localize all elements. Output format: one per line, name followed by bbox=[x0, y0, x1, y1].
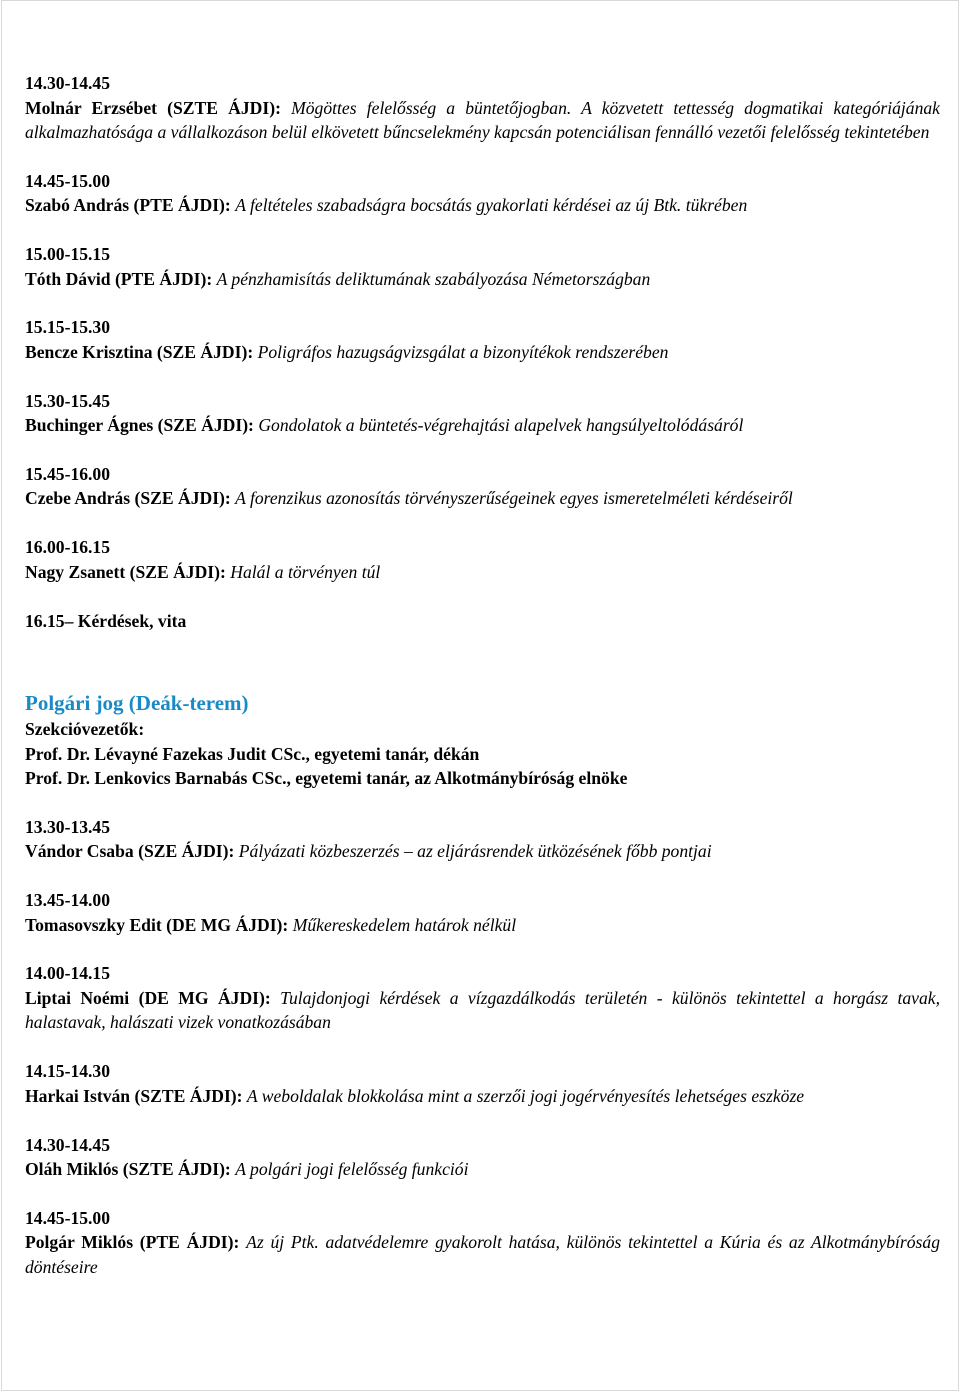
session-speaker: Tomasovszky Edit (DE MG ÁJDI): bbox=[25, 914, 289, 935]
session-time: 14.15-14.30 bbox=[25, 1061, 111, 1082]
session-entry bbox=[25, 1133, 940, 1182]
program-content bbox=[25, 71, 940, 1304]
session-time: 14.45-15.00 bbox=[25, 170, 111, 191]
session-speaker: Szabó András (PTE ÁJDI): bbox=[25, 195, 231, 216]
session-title: Műkereskedelem határok nélkül bbox=[292, 914, 517, 935]
civil-law-sessions bbox=[25, 815, 940, 1279]
session-speaker: Harkai István (SZTE ÁJDI): bbox=[25, 1085, 243, 1106]
session-speaker: Liptai Noémi (DE MG ÁJDI): bbox=[25, 987, 271, 1008]
session-time: 14.30-14.45 bbox=[25, 73, 111, 93]
session-title: Gondolatok a büntetés-végrehajtási alapelvek hangsúlyeltolódásáról bbox=[258, 415, 744, 436]
session-title: Poligráfos hazugságvizsgálat a bizonyítékok rendszerében bbox=[257, 341, 669, 362]
section-heading: Polgári jog (Deák-terem) bbox=[25, 691, 249, 716]
session-entry bbox=[25, 389, 940, 438]
session-speaker: Molnár Erzsébet (SZTE ÁJDI): bbox=[25, 97, 281, 118]
session-entry bbox=[25, 961, 940, 1035]
session-entry bbox=[25, 815, 940, 864]
session-speaker: Oláh Miklós (SZTE ÁJDI): bbox=[25, 1159, 231, 1180]
session-time: 14.30-14.45 bbox=[25, 1134, 111, 1155]
session-title: Pályázati közbeszerzés – az eljárásrendek ütközésének főbb pontjai bbox=[238, 841, 712, 862]
session-speaker: Nagy Zsanett (SZE ÁJDI): bbox=[25, 561, 226, 582]
session-entry bbox=[25, 1059, 940, 1108]
session-speaker: Tóth Dávid (PTE ÁJDI): bbox=[25, 268, 213, 289]
session-time: 15.15-15.30 bbox=[25, 317, 111, 338]
session-speaker: Polgár Miklós (PTE ÁJDI): bbox=[25, 1232, 240, 1253]
session-time: 16.00-16.15 bbox=[25, 537, 111, 558]
closing-discussion: 16.15– Kérdések, vita bbox=[25, 610, 187, 631]
session-time: 13.45-14.00 bbox=[25, 890, 111, 911]
session-time: 15.00-15.15 bbox=[25, 244, 111, 265]
session-time: 14.45-15.00 bbox=[25, 1207, 111, 1228]
session-entry bbox=[25, 535, 940, 584]
chairs-label: Szekcióvezetők: bbox=[25, 719, 145, 740]
session-time: 13.30-13.45 bbox=[25, 816, 111, 837]
session-title: Mögöttes felelősség a büntetőjogban. A közvetett tettesség dogmatikai kategóriájának alkalmazhatósága a vállalkozáson belül elkövetett bűncselekmény kapcsán potenciálisan fennálló vezetői felelősség tekintetében bbox=[25, 97, 940, 142]
chair-person: Prof. Dr. Lenkovics Barnabás CSc., egyetemi tanár, az Alkotmánybíróság elnöke bbox=[25, 768, 628, 789]
document-page bbox=[1, 0, 959, 1391]
chair-person: Prof. Dr. Lévayné Fazekas Judit CSc., egyetemi tanár, dékán bbox=[25, 743, 480, 764]
session-entry bbox=[25, 71, 940, 145]
session-speaker: Bencze Krisztina (SZE ÁJDI): bbox=[25, 341, 254, 362]
session-time: 14.00-14.15 bbox=[25, 963, 111, 984]
session-time: 15.45-16.00 bbox=[25, 463, 111, 484]
session-entry bbox=[25, 1206, 940, 1280]
session-title: Tulajdonjogi kérdések a vízgazdálkodás területén - különös tekintettel a horgász tavak, halastavak, halászati vizek vonatkozásában bbox=[25, 987, 940, 1033]
session-entry bbox=[25, 169, 940, 218]
session-title: A pénzhamisítás deliktumának szabályozása Németországban bbox=[216, 268, 651, 289]
session-speaker: Buchinger Ágnes (SZE ÁJDI): bbox=[25, 415, 254, 436]
session-entry bbox=[25, 315, 940, 364]
session-title: A forenzikus azonosítás törvényszerűségeinek egyes ismeretelméleti kérdéseiről bbox=[235, 488, 793, 509]
session-title: A weboldalak blokkolása mint a szerzői jogi jogérvényesítés lehetséges eszköze bbox=[246, 1085, 805, 1106]
session-title: A feltételes szabadságra bocsátás gyakorlati kérdései az új Btk. tükrében bbox=[235, 195, 748, 216]
session-time: 15.30-15.45 bbox=[25, 390, 111, 411]
session-entry bbox=[25, 242, 940, 291]
session-entry bbox=[25, 462, 940, 511]
session-title: Halál a törvényen túl bbox=[230, 561, 381, 582]
criminal-law-sessions bbox=[25, 71, 940, 633]
session-title: A polgári jogi felelősség funkciói bbox=[235, 1159, 469, 1180]
session-speaker: Czebe András (SZE ÁJDI): bbox=[25, 488, 231, 509]
section-chairs bbox=[25, 717, 940, 791]
session-title: Az új Ptk. adatvédelemre gyakorolt hatása, különös tekintettel a Kúria és az Alkotmánybíróság döntéseire bbox=[25, 1232, 940, 1277]
session-speaker: Vándor Csaba (SZE ÁJDI): bbox=[25, 841, 235, 862]
session-entry bbox=[25, 888, 940, 937]
